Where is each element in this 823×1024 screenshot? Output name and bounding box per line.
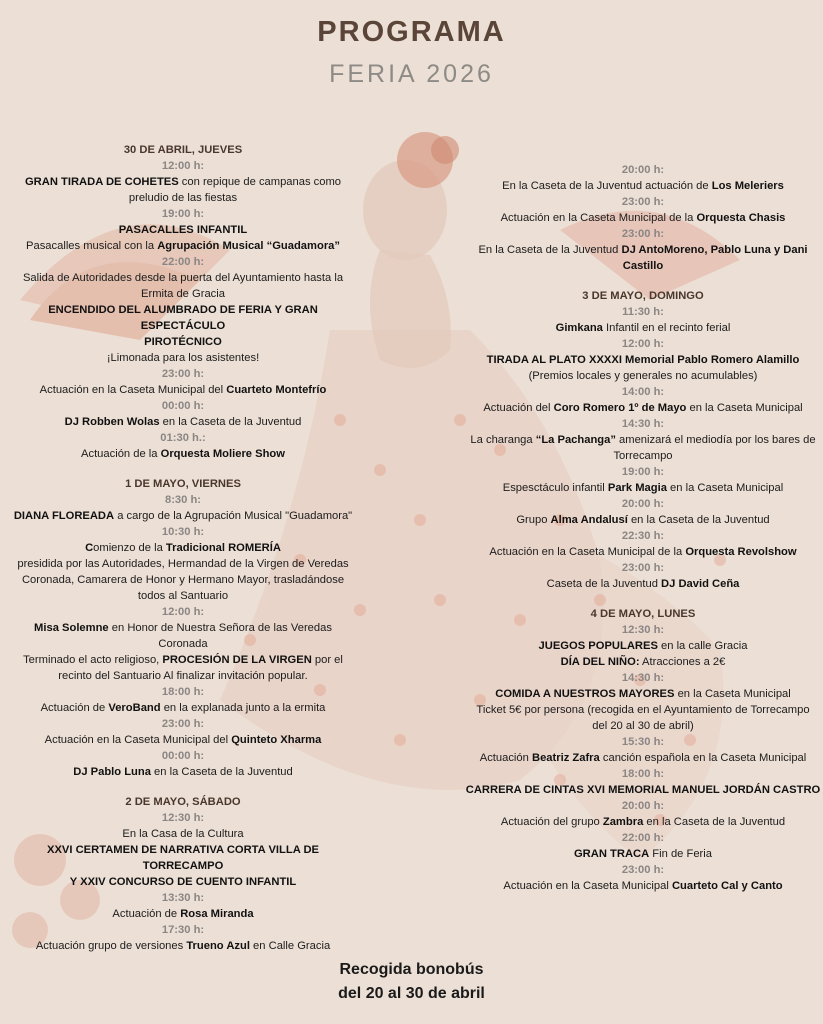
event-time: 19:00 h: [161, 208, 205, 220]
event-highlight: TIRADA AL PLATO XXXXI Memorial Pablo Romero Alamillo [486, 354, 800, 366]
event-line [8, 174, 358, 190]
day-heading: 1 DE MAYO, VIERNES [125, 478, 241, 490]
event-line [463, 242, 823, 258]
event-text: Atracciones a 2€ [639, 656, 726, 668]
day-heading: 3 DE MAYO, DOMINGO [582, 290, 704, 302]
schedule-left-column [8, 142, 358, 954]
event-line: Torrecampo [613, 450, 673, 462]
event-line [463, 178, 823, 194]
event-text: Actuación del [483, 402, 554, 414]
event-line [463, 638, 823, 654]
event-time: 8:30 h: [164, 494, 202, 506]
event-time: 18:00 h: [161, 686, 205, 698]
event-highlight: Quinteto Xharma [231, 734, 322, 746]
event-time: 12:00 h: [161, 606, 205, 618]
event-line: Coronada, Camarera de Honor y Hermano Mayor, trasladándose [21, 574, 345, 586]
event-time: 15:30 h: [621, 736, 665, 748]
event-highlight: Alma Andalusí [550, 514, 628, 526]
event-text: En la Caseta de la Juventud [478, 244, 622, 256]
event-time: 23:00 h: [161, 368, 205, 380]
event-text: Pasacalles musical con la [26, 240, 158, 252]
event-time: 00:00 h: [161, 750, 205, 762]
event-text: amenizará el mediodía por los bares de [615, 434, 816, 446]
event-line [463, 432, 823, 448]
event-highlight: Orquesta Revolshow [685, 546, 797, 558]
event-highlight: DJ AntoMoreno, Pablo Luna y Dani [621, 244, 808, 256]
event-line [8, 652, 358, 668]
event-line [463, 210, 823, 226]
event-text: en la Caseta de la Juventud [643, 816, 786, 828]
event-line [463, 814, 823, 830]
event-line: (Premios locales y generales no acumulables) [528, 370, 758, 382]
event-time: 20:00 h: [621, 498, 665, 510]
event-highlight: JUEGOS POPULARES [538, 640, 658, 652]
event-time: 23:00 h: [161, 718, 205, 730]
event-text: en la Caseta Municipal [666, 482, 784, 494]
event-highlight: Misa Solemne [34, 622, 109, 634]
bonobus-line-1: Recogida bonobús [339, 961, 484, 978]
event-time: 23:00 h: [621, 196, 665, 208]
event-text: Actuación en la Caseta Municipal del [44, 734, 232, 746]
event-text: Actuación grupo de versiones [35, 940, 187, 952]
event-line [463, 352, 823, 368]
event-line [463, 400, 823, 416]
event-time: 13:30 h: [161, 892, 205, 904]
event-line [8, 906, 358, 922]
event-text: en la Caseta de la Juventud [627, 514, 770, 526]
event-highlight: Trueno Azul [186, 940, 250, 952]
event-line [8, 446, 358, 462]
event-time: 19:00 h: [621, 466, 665, 478]
event-text: Espesctáculo infantil [502, 482, 608, 494]
event-text: Grupo [516, 514, 551, 526]
event-line: recinto del Santuario Al finalizar invitación popular. [58, 670, 308, 682]
event-highlight: DJ David Ceña [661, 578, 740, 590]
event-time: 10:30 h: [161, 526, 205, 538]
event-line: En la Casa de la Cultura [122, 828, 244, 840]
day-heading: 4 DE MAYO, LUNES [590, 608, 696, 620]
event-time: 14:00 h: [621, 386, 665, 398]
event-text: en la explanada junto a la ermita [160, 702, 326, 714]
event-line [8, 334, 358, 350]
event-highlight: DJ Robben Wolas [64, 416, 160, 428]
event-text: Actuación de la [81, 448, 161, 460]
page-title: PROGRAMA [317, 16, 506, 48]
event-line [463, 512, 823, 528]
event-line [463, 686, 823, 702]
day-heading: 2 DE MAYO, SÁBADO [125, 796, 241, 808]
event-line [8, 938, 358, 954]
event-text: Actuación en la Caseta Municipal de la [500, 212, 697, 224]
event-highlight: CARRERA DE CINTAS XVI MEMORIAL MANUEL JORDÁN CASTRO [465, 784, 821, 796]
event-text: La charanga [470, 434, 536, 446]
event-highlight: Beatriz Zafra [531, 752, 600, 764]
event-text: Actuación de [40, 702, 109, 714]
event-highlight: C [85, 542, 94, 554]
event-highlight: Park Magia [607, 482, 667, 494]
event-line [8, 764, 358, 780]
event-highlight: PROCESIÓN DE LA VIRGEN [162, 654, 312, 666]
event-time: 17:30 h: [161, 924, 205, 936]
event-line [8, 874, 358, 890]
event-time: 23:00 h: [621, 562, 665, 574]
event-text: por el [311, 654, 343, 666]
event-highlight: VeroBand [108, 702, 161, 714]
event-text: Terminado el acto religioso, [23, 654, 163, 666]
event-line [8, 700, 358, 716]
event-line [463, 480, 823, 496]
event-highlight: GRAN TRACA [573, 848, 650, 860]
event-time: 23:00 h: [621, 864, 665, 876]
event-highlight: ENCENDIDO DEL ALUMBRADO DE FERIA Y GRAN ESPECTÁCULO [48, 304, 318, 332]
event-line [8, 540, 358, 556]
event-text: Actuación en la Caseta Municipal [503, 880, 672, 892]
event-time: 18:00 h: [621, 768, 665, 780]
event-highlight: Zambra [602, 816, 644, 828]
event-highlight: COMIDA A NUESTROS MAYORES [495, 688, 675, 700]
event-time: 12:30 h: [621, 624, 665, 636]
event-line [8, 842, 358, 874]
event-line [8, 302, 358, 334]
schedule-right-column [463, 162, 823, 894]
event-line [8, 222, 358, 238]
event-line [8, 620, 358, 636]
event-highlight: Agrupación Musical “Guadamora” [157, 240, 340, 252]
event-text: en la Caseta Municipal [674, 688, 791, 700]
event-highlight: Tradicional ROMERÍA [165, 542, 281, 554]
event-highlight: Castillo [622, 260, 664, 272]
event-line [8, 508, 358, 524]
event-line [463, 878, 823, 894]
event-time: 12:00 h: [161, 160, 205, 172]
event-line [8, 732, 358, 748]
event-highlight: Cuarteto Cal y Canto [671, 880, 783, 892]
event-highlight: GRAN TIRADA DE COHETES [24, 176, 179, 188]
event-text: en la calle Gracia [657, 640, 748, 652]
event-time: 12:00 h: [621, 338, 665, 350]
event-line: todos al Santuario [137, 590, 229, 602]
event-highlight: Coro Romero 1º de Mayo [553, 402, 687, 414]
event-time: 20:00 h: [621, 800, 665, 812]
event-highlight: DIANA FLOREADA [13, 510, 115, 522]
event-text: Actuación en la Caseta Municipal de la [489, 546, 686, 558]
event-text: Fin de Feria [649, 848, 712, 860]
event-text: Actuación en la Caseta Municipal del [39, 384, 227, 396]
event-line: Coronada [158, 638, 208, 650]
event-highlight: “La Pachanga” [535, 434, 616, 446]
event-time: 01:30 h.: [160, 432, 206, 444]
event-line [463, 258, 823, 274]
event-line: presidida por las Autoridades, Hermandad de la Virgen de Veredas [17, 558, 349, 570]
event-line: ¡Limonada para los asistentes! [106, 352, 260, 364]
event-highlight: PIROTÉCNICO [144, 336, 222, 348]
event-highlight: PASACALLES INFANTIL [118, 224, 248, 236]
event-text: Infantil en el recinto ferial [602, 322, 731, 334]
event-line [463, 846, 823, 862]
event-line [8, 238, 358, 254]
event-time: 22:00 h: [161, 256, 205, 268]
event-line: Salida de Autoridades desde la puerta del Ayuntamiento hasta la [22, 272, 344, 284]
event-text: En la Caseta de la Juventud actuación de [502, 180, 712, 192]
event-line [463, 782, 823, 798]
event-time: 20:00 h: [621, 164, 665, 176]
event-text: en la Caseta de la Juventud [159, 416, 302, 428]
event-highlight: DJ Pablo Luna [73, 766, 151, 778]
event-text: canción española en la Caseta Municipal [599, 752, 807, 764]
event-text: Caseta de la Juventud [546, 578, 662, 590]
event-line [463, 750, 823, 766]
event-highlight: DÍA DEL NIÑO: [560, 656, 640, 668]
event-text: Actuación [479, 752, 532, 764]
event-text: Actuación de [112, 908, 181, 920]
event-time: 00:00 h: [161, 400, 205, 412]
event-line: Ticket 5€ por persona (recogida en el Ayuntamiento de Torrecampo [476, 704, 810, 716]
event-time: 12:30 h: [161, 812, 205, 824]
event-time: 14:30 h: [621, 418, 665, 430]
event-text: Actuación del grupo [500, 816, 603, 828]
event-line [463, 576, 823, 592]
event-highlight: Orquesta Moliere Show [160, 448, 285, 460]
event-line: Ermita de Gracia [141, 288, 225, 300]
event-time: 22:30 h: [621, 530, 665, 542]
event-highlight: Orquesta Chasis [696, 212, 786, 224]
event-time: 14:30 h: [621, 672, 665, 684]
event-text: en la Caseta de la Juventud [150, 766, 293, 778]
event-highlight: Gimkana [555, 322, 603, 334]
event-text: en Honor de Nuestra Señora de las Veredas [108, 622, 332, 634]
event-time: 22:00 h: [621, 832, 665, 844]
event-text: en la Caseta Municipal [686, 402, 803, 414]
event-time: 11:30 h: [622, 306, 664, 318]
event-highlight: Rosa Miranda [180, 908, 254, 920]
event-highlight: Los Meleriers [711, 180, 784, 192]
event-highlight: XXVI CERTAMEN DE NARRATIVA CORTA VILLA DE TORRECAMPO [46, 844, 320, 872]
event-time: 23:00 h: [621, 228, 665, 240]
event-line [463, 654, 823, 670]
event-line [8, 414, 358, 430]
event-text: en Calle Gracia [249, 940, 331, 952]
event-text: con repique de campanas como [178, 176, 342, 188]
event-highlight: Y XXIV CONCURSO DE CUENTO INFANTIL [69, 876, 297, 888]
day-heading: 30 DE ABRIL, JUEVES [123, 144, 243, 156]
event-line: del 20 al 30 de abril) [592, 720, 694, 732]
bonobus-note [0, 958, 823, 1006]
event-line [463, 320, 823, 336]
event-line [463, 544, 823, 560]
event-line [8, 382, 358, 398]
bonobus-line-2: del 20 al 30 de abril [338, 985, 485, 1002]
event-text: omienzo de la [93, 542, 166, 554]
event-line: preludio de las fiestas [128, 192, 238, 204]
page-subtitle: FERIA 2026 [329, 60, 494, 88]
event-highlight: Cuarteto Montefrío [226, 384, 327, 396]
event-text: a cargo de la Agrupación Musical "Guadamora" [114, 510, 353, 522]
